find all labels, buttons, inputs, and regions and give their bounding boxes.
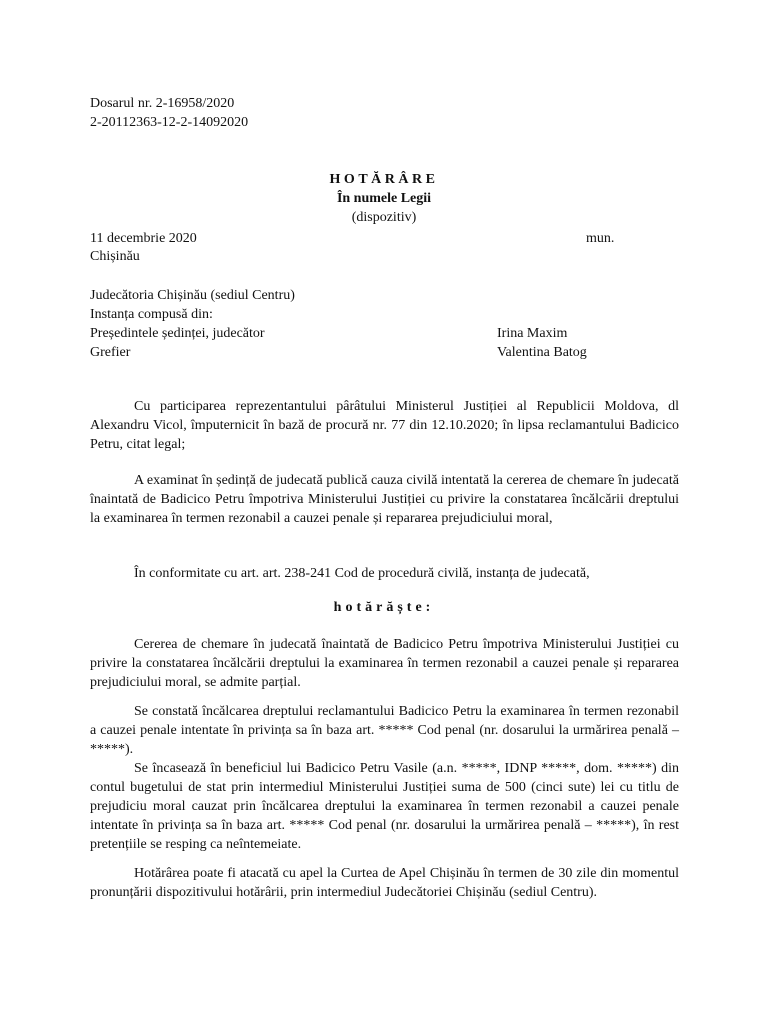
document-subtitle: În numele Legii bbox=[336, 191, 432, 206]
case-code: 2-20112363-12-2-14092020 bbox=[90, 115, 249, 130]
decision-date: 11 decembrie 2020 bbox=[90, 231, 197, 246]
court-name: Judecătoria Chișinău (sediul Centru) bbox=[90, 288, 295, 303]
place-city: Chișinău bbox=[90, 249, 140, 264]
paragraph-participation: Cu participarea reprezentantului pârâtului Ministerul Justiției al Republicii Moldova, dl Alexandru Vicol, împuternicit în bază de procură nr. 77 din 12.10.2020; în lipsa reclamantului Badicico Petru, citat legal; bbox=[90, 399, 679, 452]
ruling-admission: Cererea de chemare în judecată înaintată de Badicico Petru împotriva Ministerului Justiției cu privire la constatarea încălcării dreptului la examinarea în termen rezonabil a cauzei penale și repararea prejudiciului moral, se admite parțial. bbox=[90, 637, 679, 690]
president-name: Irina Maxim bbox=[497, 326, 568, 341]
ruling-violation: Se constată încălcarea dreptului reclamantului Badicico Petru la examinarea în termen rezonabil a cauzei penale intentate în privința sa în baza art. ***** Cod penal (nr. dosarului la urmărirea penală – *****). bbox=[90, 704, 679, 757]
place-prefix: mun. bbox=[586, 231, 615, 246]
ruling-appeal: Hotărârea poate fi atacată cu apel la Curtea de Apel Chișinău în termen de 30 zile din momentul pronunțării dispozitivului hotărârii, prin intermediul Judecătoriei Chișinău (sediul Centru). bbox=[90, 866, 679, 900]
paragraph-conformity: În conformitate cu art. art. 238-241 Cod de procedură civilă, instanța de judecată, bbox=[134, 566, 590, 581]
document-title: HOTĂRÂRE bbox=[329, 172, 439, 187]
case-number: Dosarul nr. 2-16958/2020 bbox=[90, 96, 235, 111]
ruling-compensation: Se încasează în beneficiul lui Badicico Petru Vasile (a.n. *****, IDNP *****, dom. *****) din contul bugetului de stat prin intermediul Ministerului Justiției suma de 500 (cinci sute) lei cu titlu de prejudiciu moral cauzat prin încălcarea dreptului la examinarea în termen rezonabil a cauzei penale intentate în privința sa în baza art. ***** Cod penal (nr. dosarului la urmărirea penală – *****), în rest pretențiile se resping ca neîntemeiate. bbox=[90, 761, 679, 852]
court-composition: Instanța compusă din: bbox=[90, 307, 213, 322]
decides-heading: hotărăște: bbox=[333, 600, 435, 615]
clerk-label: Grefier bbox=[90, 345, 131, 360]
clerk-name: Valentina Batog bbox=[497, 345, 587, 360]
document-subtitle-2: (dispozitiv) bbox=[351, 210, 417, 225]
paragraph-examination: A examinat în ședință de judecată publică cauza civilă intentată la cererea de chemare în judecată înaintată de Badicico Petru împotriva Ministerului Justiției cu privire la constatarea încălcării dreptului la examinarea în termen rezonabil a cauzei penale și repararea prejudiciului moral, bbox=[90, 473, 679, 526]
president-label: Președintele ședinței, judecător bbox=[90, 326, 265, 341]
